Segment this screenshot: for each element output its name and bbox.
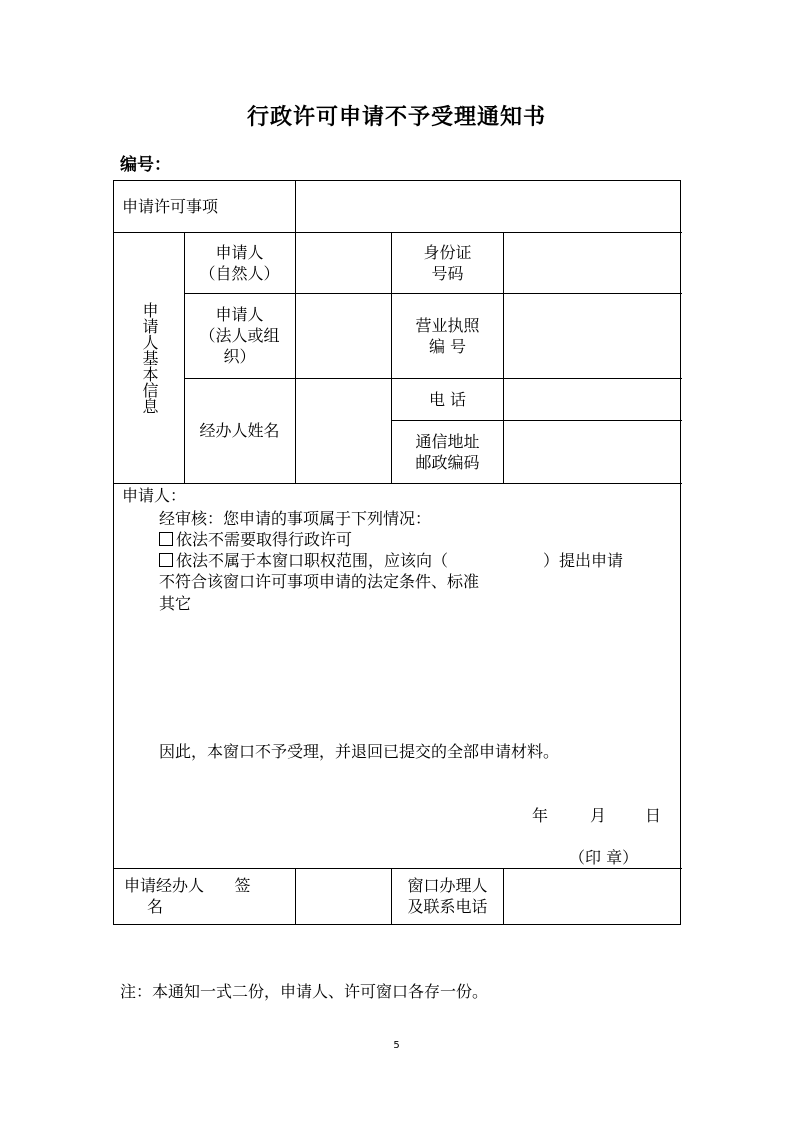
signer-signature-field[interactable] [296,868,391,924]
option-other: 其它 [159,594,192,613]
applicant-legal-entity-field[interactable] [296,293,391,378]
address-postal-code-field[interactable] [504,420,682,483]
applicant-info-heading: 申请人基本信息 [140,301,159,414]
footnote: 注：本通知一式二份，申请人、许可窗口各存一份。 [120,982,489,1001]
row-divider [114,483,682,484]
option-not-required: 依法不需要取得行政许可 [159,529,352,551]
page-number: 5 [393,1040,400,1051]
application-item-label: 申请许可事项 [122,197,219,216]
applicant-natural-person-field[interactable] [296,232,391,293]
seal-label: （印 章） [569,848,639,867]
application-notice-form [113,180,681,925]
option-1-checkbox[interactable] [159,532,173,546]
window-contact-label: 窗口办理人 及联系电话 [407,876,488,916]
serial-number-label: 编号： [120,155,171,175]
document-title: 行政许可申请不予受理通知书 [246,105,546,130]
signer-label: 申请经办人 签 名 [124,876,251,916]
date-month: 月 [590,806,607,825]
business-license-field[interactable] [504,293,682,378]
date-day: 日 [645,806,662,825]
handler-name-label: 经办人姓名 [199,421,280,440]
address-postal-code-label: 通信地址 邮政编码 [415,431,480,472]
id-card-label: 身份证 号码 [423,242,472,283]
conclusion-statement: 因此，本窗口不予受理，并退回已提交的全部申请材料。 [159,742,560,761]
application-item-field[interactable] [296,181,682,232]
option-not-meet-conditions: 不符合该窗口许可事项申请的法定条件、标准 [159,572,480,591]
phone-field[interactable] [504,378,682,420]
handler-name-field[interactable] [296,378,391,483]
window-contact-field[interactable] [504,868,682,924]
phone-label: 电 话 [428,389,467,409]
date-year: 年 [532,806,549,825]
applicant-legal-entity-label: 申请人 （法人或组 织） [199,305,280,366]
applicant-natural-person-label: 申请人 （自然人） [199,242,280,283]
notice-applicant-label: 申请人： [122,486,187,505]
option-other-authority: 依法不属于本窗口职权范围，应该向（ ）提出申请 [159,550,679,572]
id-card-field[interactable] [504,232,682,293]
review-statement: 经审核：您申请的事项属于下列情况： [159,509,432,528]
option-2-checkbox[interactable] [159,553,173,567]
business-license-label: 营业执照 编 号 [415,315,480,356]
